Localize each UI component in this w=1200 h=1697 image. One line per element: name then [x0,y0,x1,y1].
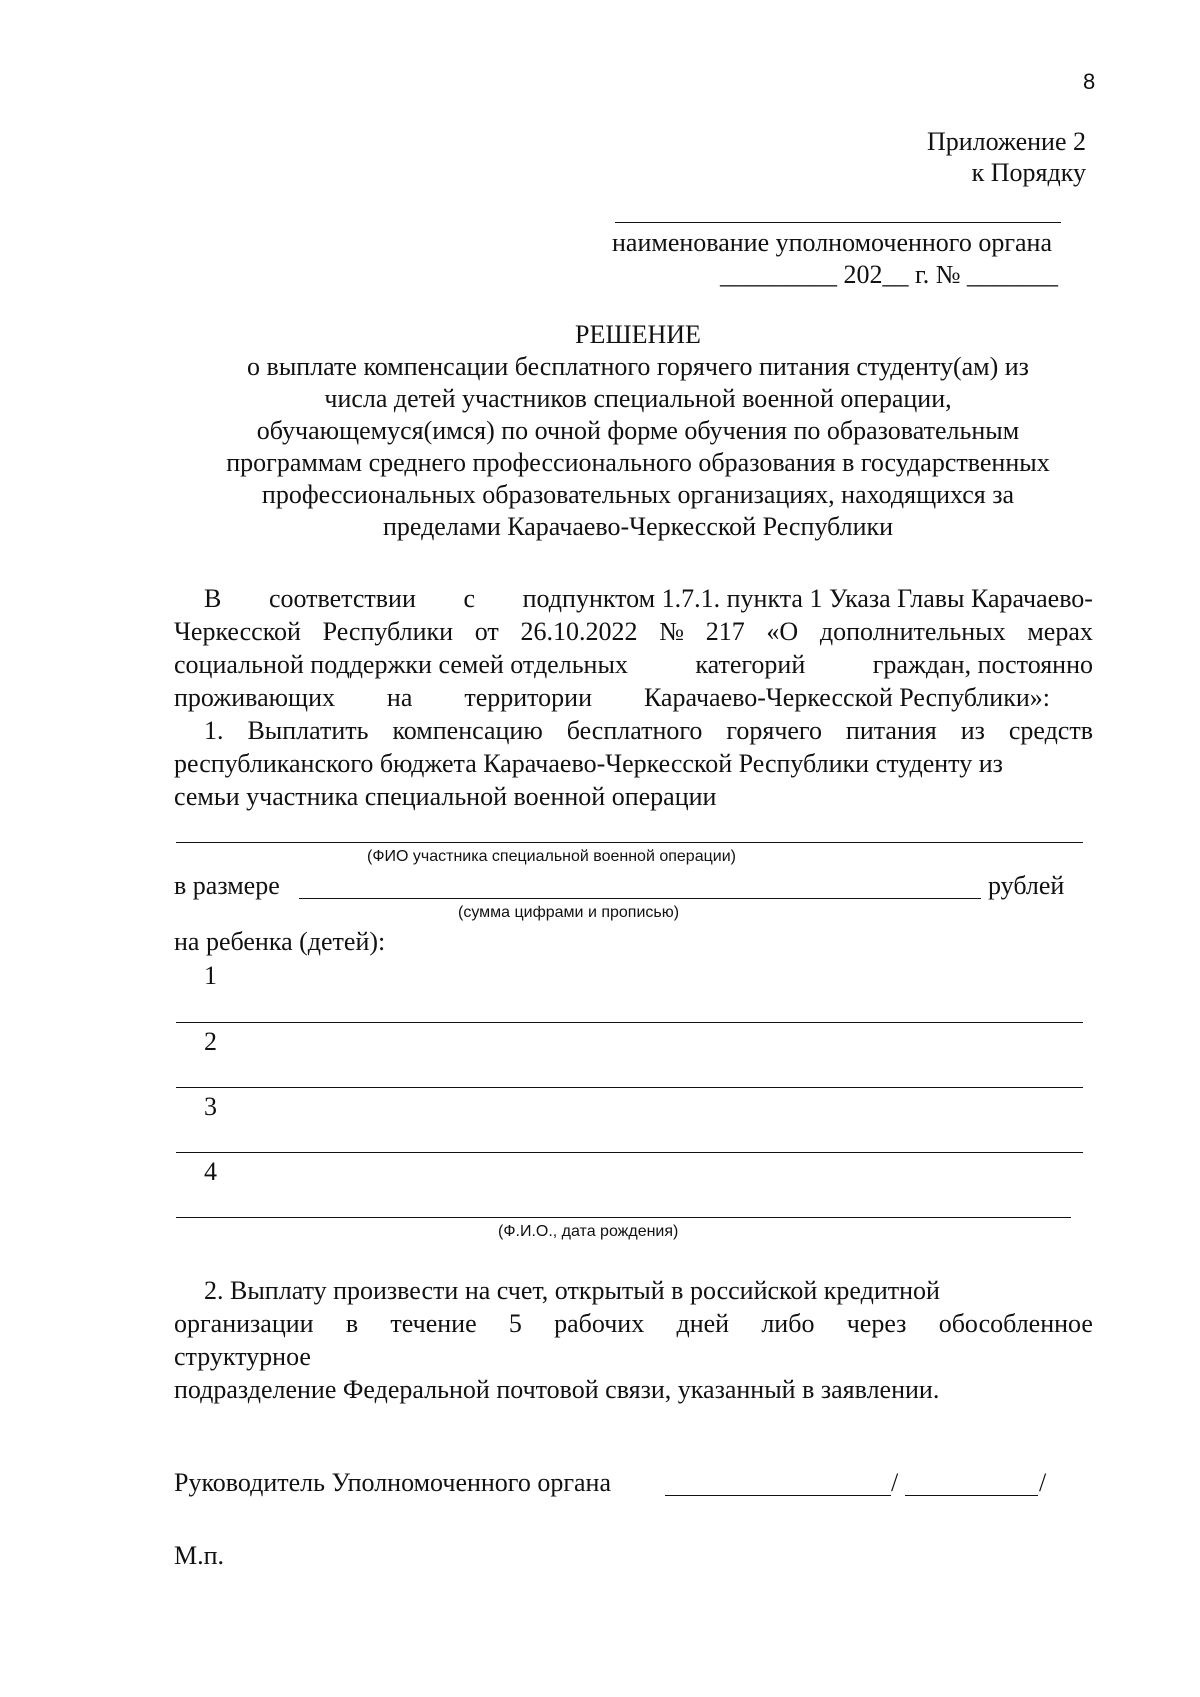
word: с [463,584,476,613]
decision-date-number: _________ 202__ г. № _______ [720,260,1059,289]
para1-line-2 [174,616,1093,648]
child-number: 3 [204,1092,217,1121]
appendix-line-2: к Порядку [971,158,1086,187]
item1-line-2 [174,748,1093,780]
para1-line-3 [174,649,1093,681]
word: категорий [695,650,806,679]
word: Карачаево-Черкесской Республики»: [643,683,1050,712]
word: дополнительных [819,617,1006,646]
amount-unit: рублей [988,871,1065,900]
word: компенсацию [392,716,543,745]
word: течение [390,1309,477,1338]
word: 5 [508,1309,522,1338]
subject-line: пределами Карачаево-Черкесской Республики [382,512,894,541]
subject-line: профессиональных образовательных организациях, находящихся за [261,480,1015,509]
decision-subject [160,351,1116,543]
decision-heading: РЕШЕНИЕ [575,320,701,349]
word: № [659,617,685,646]
item2-line-2 [174,1308,1093,1340]
word: из [960,716,985,745]
word: через [846,1309,907,1338]
word: граждан, постоянно [872,650,1093,679]
child-number: 2 [204,1027,217,1056]
word: Республики [322,617,454,646]
subject-line: программам среднего профессионального образования в государственных [226,448,1050,477]
children-label: на ребенка (детей): [174,927,386,956]
word: республиканского бюджета Карачаево-Черкесской Республики студенту из [174,749,1003,778]
amount-label: в размере [174,871,280,900]
word: В [204,584,222,613]
child-number: 1 [204,961,217,990]
word: на [386,683,413,712]
page-number: 8 [1083,69,1096,94]
authority-caption: наименование уполномоченного органа [612,228,1052,257]
item2-line-3: структурное [174,1342,311,1371]
word: горячего [726,716,822,745]
word: 26.10.2022 [520,617,638,646]
signature-slash: / [891,1468,899,1497]
signature-slash: / [1039,1468,1047,1497]
item1-line-1 [204,715,1093,747]
word: подпунктом 1.7.1. пункта 1 Указа Главы Карачаево- [522,584,1093,613]
item2-line-1: 2. Выплату произвести на счет, открытый в российской кредитной [204,1276,940,1305]
child-line [176,1217,1071,1218]
word: от [474,617,499,646]
child-line [176,1087,1083,1088]
item2-line-4: подразделение Федеральной почтовой связи, указанный в заявлении. [174,1375,940,1404]
signature-label: Руководитель Уполномоченного органа [174,1468,611,1497]
word: дней [676,1309,730,1338]
word: социальной поддержки семей отдельных [174,650,628,679]
word: соответствии [268,584,416,613]
fio-caption: (ФИО участника специальной военной операции) [367,848,736,865]
para1-line-1 [204,583,1093,615]
child-line [176,1152,1083,1153]
word: организации [174,1309,314,1338]
amount-caption: (сумма цифрами и прописью) [458,904,680,921]
amount-line [299,898,981,899]
word: средств [1008,716,1093,745]
word: территории [464,683,592,712]
signature-line [665,1495,891,1496]
word: бесплатного [566,716,703,745]
signature-name-line [905,1495,1038,1496]
word: 1. [204,716,224,745]
word: обособленное [938,1309,1093,1338]
seal-place: М.п. [174,1541,225,1570]
word: либо [761,1309,815,1338]
children-caption: (Ф.И.О., дата рождения) [498,1223,679,1240]
word: мерах [1027,617,1093,646]
appendix-line-1: Приложение 2 [926,127,1086,156]
subject-line: о выплате компенсации бесплатного горячего питания студенту(ам) из [247,352,1029,381]
subject-line: числа детей участников специальной военной операции, [324,384,952,413]
word: «О [766,617,799,646]
word: питания [845,716,937,745]
word: Черкесской [174,617,301,646]
child-line [176,1022,1083,1023]
word: проживающих [174,683,335,712]
word: Выплатить [247,716,369,745]
word: 217 [705,617,745,646]
word: рабочих [554,1309,645,1338]
item1-line-3: семьи участника специальной военной операции [174,782,717,811]
word: в [345,1309,359,1338]
subject-line: обучающемуся(имся) по очной форме обучения по образовательным [256,416,1020,445]
child-number: 4 [204,1157,217,1186]
para1-line-4 [174,682,1050,714]
authority-name-line [615,222,1061,223]
fio-line [176,842,1083,843]
